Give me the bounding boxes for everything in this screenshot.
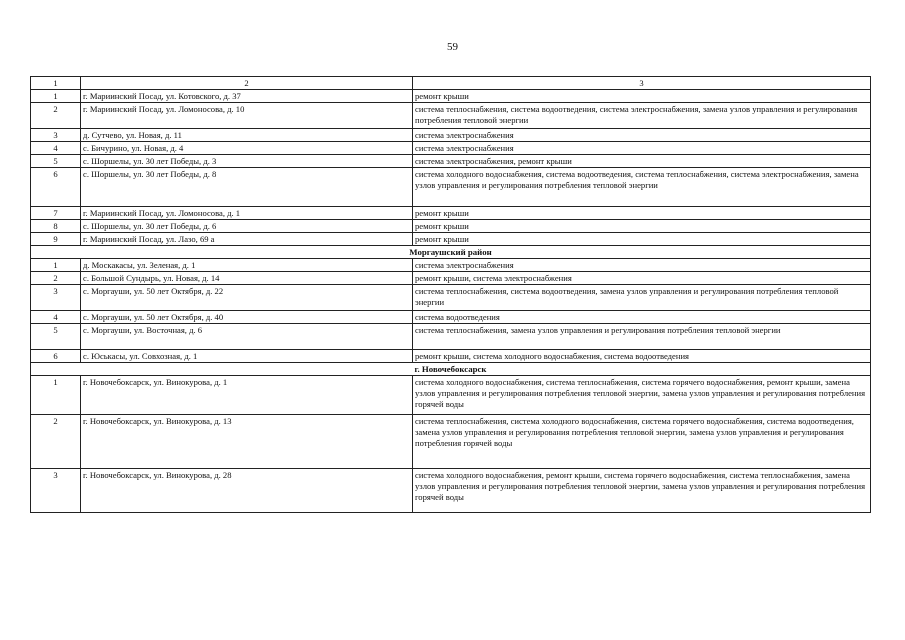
- works-cell: система холодного водоснабжения, ремонт крыши, система горячего водоснабжения, система теплоснабжения, замена узлов управления и регулирования потребления тепловой энергии, замена узлов управления и регулирования потребления горячей воды: [413, 469, 871, 513]
- works-cell: система теплоснабжения, система холодного водоснабжения, система горячего водоснабжения, система водоотведения, замена узлов управления и регулирования потребления тепловой энергии, замена узлов управления и регулирования потребления горячей воды: [413, 415, 871, 469]
- works-cell: система водоотведения: [413, 311, 871, 324]
- table-row: [31, 207, 871, 220]
- address-cell: с. Шоршелы, ул. 30 лет Победы, д. 3: [81, 155, 413, 168]
- table-row: [31, 155, 871, 168]
- table-row: [31, 469, 871, 513]
- address-cell: г. Новочебоксарск, ул. Винокурова, д. 13: [81, 415, 413, 469]
- table-row: [31, 142, 871, 155]
- works-cell: система теплоснабжения, замена узлов управления и регулирования потребления тепловой энергии: [413, 324, 871, 350]
- table-row: [31, 103, 871, 129]
- address-cell: с. Большой Сундырь, ул. Новая, д. 14: [81, 272, 413, 285]
- address-cell: г. Мариинский Посад, ул. Котовского, д. 37: [81, 90, 413, 103]
- table-row: [31, 220, 871, 233]
- row-number: 6: [31, 168, 81, 207]
- works-cell: система электроснабжения: [413, 129, 871, 142]
- works-cell: система электроснабжения: [413, 259, 871, 272]
- column-number-1: 1: [31, 77, 81, 90]
- address-cell: с. Моргауши, ул. 50 лет Октября, д. 40: [81, 311, 413, 324]
- address-cell: с. Моргауши, ул. 50 лет Октября, д. 22: [81, 285, 413, 311]
- column-number-row: [31, 77, 871, 90]
- table-row: [31, 90, 871, 103]
- table-row: [31, 324, 871, 350]
- table-row: [31, 376, 871, 415]
- section-title: Моргаушский район: [31, 246, 871, 259]
- table-row: [31, 285, 871, 311]
- address-cell: г. Новочебоксарск, ул. Винокурова, д. 28: [81, 469, 413, 513]
- section-row: [31, 363, 871, 376]
- works-cell: ремонт крыши: [413, 220, 871, 233]
- address-cell: с. Юськасы, ул. Совхозная, д. 1: [81, 350, 413, 363]
- row-number: 8: [31, 220, 81, 233]
- row-number: 4: [31, 142, 81, 155]
- column-number-3: 3: [413, 77, 871, 90]
- address-cell: г. Новочебоксарск, ул. Винокурова, д. 1: [81, 376, 413, 415]
- row-number: 5: [31, 155, 81, 168]
- address-cell: с. Моргауши, ул. Восточная, д. 6: [81, 324, 413, 350]
- works-cell: система холодного водоснабжения, система водоотведения, система теплоснабжения, система электроснабжения, замена узлов управления и регулирования потребления тепловой энергии: [413, 168, 871, 207]
- row-number: 2: [31, 103, 81, 129]
- address-cell: г. Мариинский Посад, ул. Ломоносова, д. 10: [81, 103, 413, 129]
- works-cell: система электроснабжения: [413, 142, 871, 155]
- works-cell: система холодного водоснабжения, система теплоснабжения, система горячего водоснабжения, ремонт крыши, замена узлов управления и регулирования потребления тепловой энергии, замена узлов управления и регулирования потребления горячей воды: [413, 376, 871, 415]
- address-cell: д. Москакасы, ул. Зеленая, д. 1: [81, 259, 413, 272]
- table-row: [31, 129, 871, 142]
- table-row: [31, 311, 871, 324]
- page-number: 59: [447, 41, 458, 53]
- address-cell: г. Мариинский Посад, ул. Лазо, 69 а: [81, 233, 413, 246]
- works-cell: система теплоснабжения, система водоотведения, система электроснабжения, замена узлов управления и регулирования потребления тепловой энергии: [413, 103, 871, 129]
- row-number: 6: [31, 350, 81, 363]
- address-cell: с. Бичурино, ул. Новая, д. 4: [81, 142, 413, 155]
- works-cell: ремонт крыши: [413, 207, 871, 220]
- row-number: 7: [31, 207, 81, 220]
- table-row: [31, 168, 871, 207]
- row-number: 2: [31, 272, 81, 285]
- address-cell: с. Шоршелы, ул. 30 лет Победы, д. 6: [81, 220, 413, 233]
- table-row: [31, 259, 871, 272]
- row-number: 5: [31, 324, 81, 350]
- table-row: [31, 415, 871, 469]
- works-cell: ремонт крыши, система холодного водоснабжения, система водоотведения: [413, 350, 871, 363]
- row-number: 4: [31, 311, 81, 324]
- table-row: [31, 272, 871, 285]
- works-cell: система электроснабжения, ремонт крыши: [413, 155, 871, 168]
- section-title: г. Новочебоксарск: [31, 363, 871, 376]
- row-number: 3: [31, 129, 81, 142]
- address-cell: д. Сутчево, ул. Новая, д. 11: [81, 129, 413, 142]
- row-number: 2: [31, 415, 81, 469]
- address-cell: с. Шоршелы, ул. 30 лет Победы, д. 8: [81, 168, 413, 207]
- column-number-2: 2: [81, 77, 413, 90]
- works-cell: ремонт крыши, система электроснабжения: [413, 272, 871, 285]
- row-number: 3: [31, 285, 81, 311]
- works-cell: ремонт крыши: [413, 90, 871, 103]
- repair-registry-table: [30, 76, 871, 513]
- works-cell: ремонт крыши: [413, 233, 871, 246]
- row-number: 1: [31, 259, 81, 272]
- row-number: 3: [31, 469, 81, 513]
- row-number: 1: [31, 376, 81, 415]
- table-row: [31, 233, 871, 246]
- table-row: [31, 350, 871, 363]
- row-number: 9: [31, 233, 81, 246]
- works-cell: система теплоснабжения, система водоотведения, замена узлов управления и регулирования потребления тепловой энергии: [413, 285, 871, 311]
- section-row: [31, 246, 871, 259]
- table-body: [31, 77, 871, 513]
- address-cell: г. Мариинский Посад, ул. Ломоносова, д. 1: [81, 207, 413, 220]
- row-number: 1: [31, 90, 81, 103]
